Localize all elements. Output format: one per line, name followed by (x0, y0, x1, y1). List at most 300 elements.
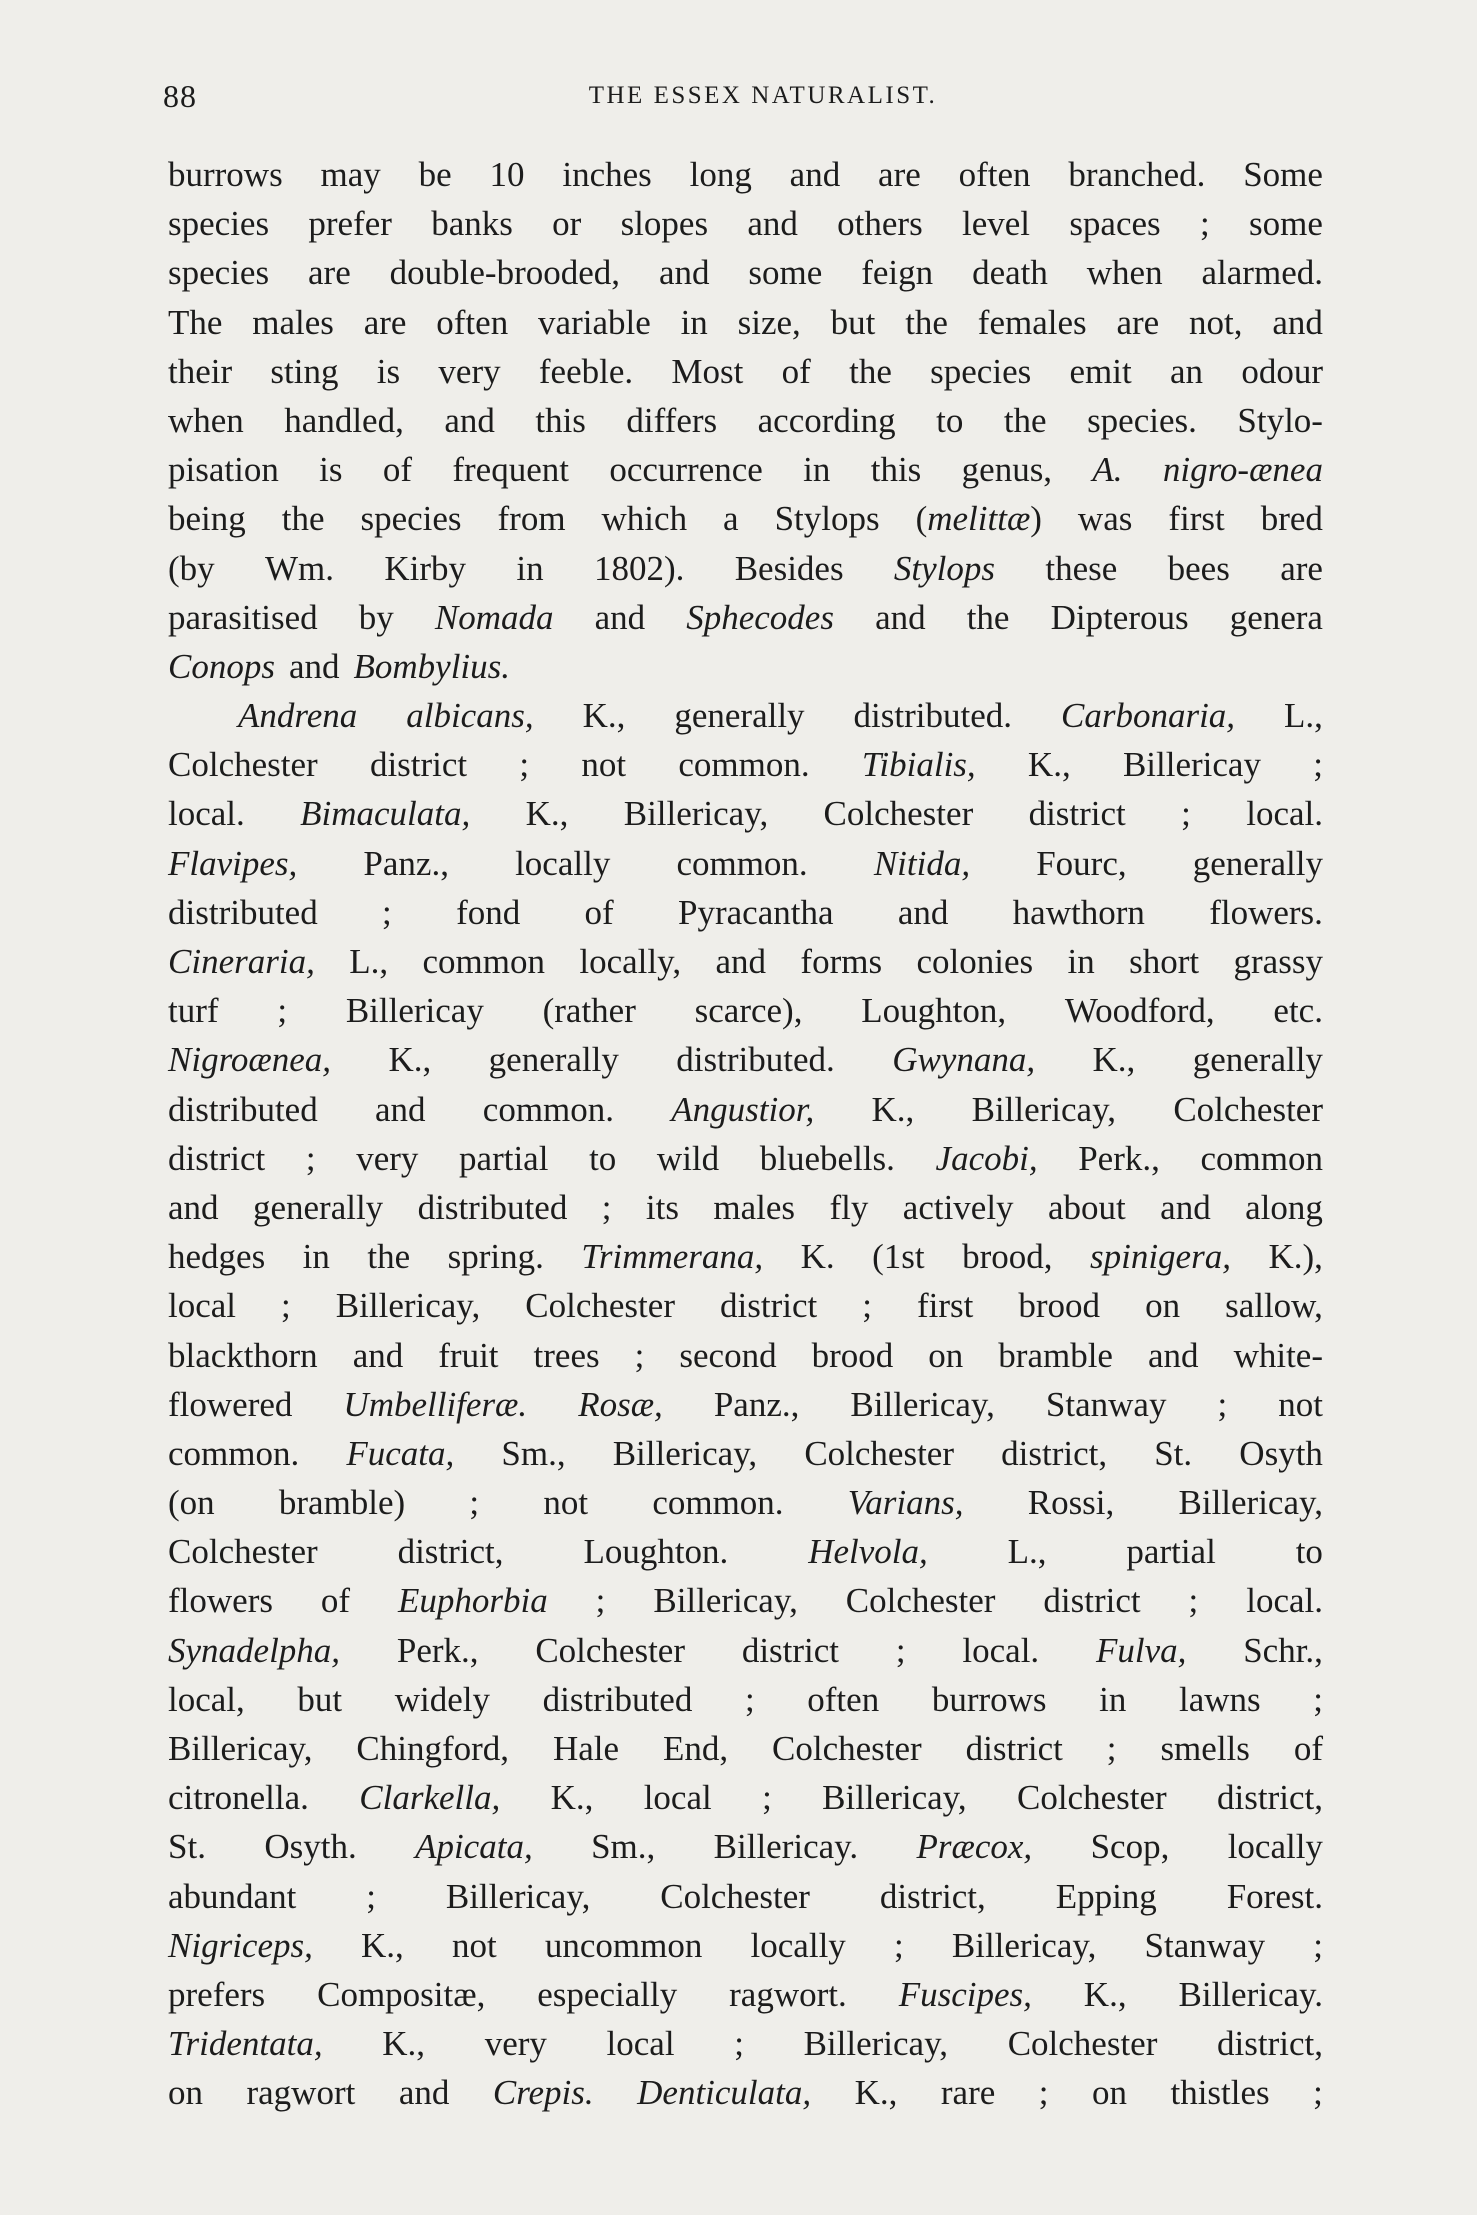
journal-title: THE ESSEX NATURALIST. (588, 82, 938, 109)
word: Crepis. (492, 2073, 594, 2113)
word: Panz., (363, 843, 449, 883)
word: being (168, 499, 246, 539)
word: hawthorn (1012, 892, 1145, 932)
word: bramble (998, 1335, 1113, 1375)
word: district, (1001, 1433, 1108, 1473)
word: very (438, 351, 501, 391)
word: of (1293, 1729, 1323, 1768)
word: Compositæ, (317, 1974, 486, 2014)
word: Gwynana, (892, 1040, 1036, 1080)
word: Angustior, (671, 1089, 815, 1129)
word: district, (1217, 1778, 1323, 1818)
word: Bombylius. (353, 646, 511, 686)
word: these (1045, 548, 1118, 588)
word: not, (1189, 302, 1243, 342)
page-number: 88 (163, 78, 197, 114)
word: species. (1087, 400, 1197, 440)
word: Rossi, (1027, 1483, 1115, 1523)
word: but (830, 302, 876, 342)
word: citronella. (168, 1778, 309, 1818)
word: Billericay, (803, 2024, 949, 2064)
word: along (1245, 1187, 1323, 1227)
word: Nigriceps, (168, 1925, 313, 1965)
word: Epping (1055, 1876, 1157, 1916)
word: local. (1246, 794, 1323, 834)
word: scarce), (694, 991, 803, 1031)
word: Præcox, (916, 1827, 1033, 1867)
text-line (168, 1331, 1323, 1380)
text-line (168, 789, 1323, 838)
text-line (168, 1921, 1323, 1970)
word: the (1003, 400, 1047, 440)
word: first (1168, 499, 1225, 539)
word: not (1278, 1384, 1323, 1424)
word: Nigroænea, (168, 1040, 332, 1080)
word: ; (1313, 1679, 1323, 1719)
word: feign (861, 253, 934, 293)
word: species (168, 253, 270, 293)
word: Besides (734, 548, 844, 588)
word: branched. (1068, 155, 1206, 194)
word: in (516, 548, 544, 588)
word: local (606, 2024, 675, 2064)
word: not (581, 745, 627, 785)
word: differs (626, 400, 718, 440)
word: End, (662, 1729, 729, 1768)
word: distributed (168, 892, 318, 932)
word: flowered (168, 1384, 293, 1424)
word: ragwort. (729, 1974, 847, 2014)
word: burrows (931, 1679, 1047, 1719)
text-line (168, 1429, 1323, 1478)
word: district (168, 1138, 266, 1178)
word: Loughton, (861, 991, 1007, 1031)
word: Umbelliferæ. (343, 1384, 528, 1424)
word: local (643, 1778, 712, 1818)
body-text (168, 150, 1323, 2118)
word: Billericay, (971, 1089, 1117, 1129)
word: females (977, 302, 1087, 342)
word: by (358, 597, 394, 637)
word: sallow, (1225, 1286, 1323, 1326)
word: Billericay, (445, 1876, 591, 1916)
word: Wm. (265, 548, 335, 588)
word: thistles (1170, 2073, 1270, 2113)
word: and (352, 1335, 404, 1375)
word: distributed (542, 1679, 693, 1719)
word: of (584, 892, 614, 932)
word: which (601, 499, 688, 539)
word: Schr., (1243, 1630, 1323, 1670)
word: ; (469, 1483, 480, 1523)
word: Nitida, (873, 843, 971, 883)
word: locally (1227, 1827, 1323, 1867)
word: Synadelpha, (168, 1630, 341, 1670)
word: colonies (916, 942, 1034, 981)
text-line (168, 396, 1323, 445)
word: generally (1192, 1040, 1323, 1080)
word: Billericay, (653, 1581, 798, 1621)
word: K., (388, 1040, 432, 1080)
word: and (168, 1187, 219, 1227)
word: a (723, 499, 739, 539)
text-line (168, 691, 1323, 740)
word: (1st (872, 1237, 925, 1277)
word: some (1248, 204, 1323, 244)
word: Dipterous (1050, 597, 1189, 637)
word: Billericay. (713, 1827, 859, 1867)
word: flowers. (1209, 892, 1323, 932)
word: and (594, 597, 646, 637)
word: Denticulata, (637, 2073, 812, 2113)
word: and (1148, 1335, 1199, 1375)
word: Billericay, (335, 1286, 481, 1326)
word: species (168, 204, 270, 244)
word: often (807, 1679, 880, 1719)
word: pisation (168, 450, 279, 490)
word: common (422, 942, 545, 981)
word: 10 (489, 155, 525, 194)
word: bramble) (278, 1483, 406, 1523)
word: Billericay (345, 991, 484, 1031)
word: common (1200, 1138, 1323, 1178)
word: and (658, 253, 710, 293)
text-line (168, 1724, 1323, 1773)
word: banks (431, 204, 513, 244)
word: Perk., (396, 1630, 479, 1670)
word: to (589, 1138, 617, 1178)
word: ; (744, 1679, 755, 1719)
text-line (168, 986, 1323, 1035)
word: Billericay (1122, 745, 1261, 785)
text-line (168, 2068, 1323, 2117)
word: albicans, (406, 696, 534, 736)
word: district (965, 1729, 1063, 1768)
word: when (168, 400, 244, 440)
word: Forest. (1226, 1876, 1323, 1916)
word: K.), (1268, 1237, 1323, 1277)
word: ; (601, 1187, 612, 1227)
word: (melittæ) (915, 499, 1042, 539)
word: Nomada (434, 597, 554, 637)
word: is (376, 351, 401, 391)
word: Colchester (660, 1876, 810, 1916)
word: its (645, 1187, 679, 1227)
word: white- (1233, 1335, 1323, 1375)
word: flowers (168, 1581, 273, 1621)
word: Fuscipes, (898, 1974, 1032, 2014)
word: and (715, 942, 767, 981)
word: Clarkella, (359, 1778, 501, 1818)
text-line (168, 1773, 1323, 1822)
word: especially (537, 1974, 678, 2014)
text-line (168, 347, 1323, 396)
word: Colchester (525, 1286, 675, 1326)
word: Euphorbia (398, 1581, 548, 1621)
word: Billericay, (612, 1433, 758, 1473)
word: Helvola, (808, 1532, 928, 1572)
word: and (875, 597, 926, 637)
word: K., (550, 1778, 594, 1818)
word: Trimmerana, (581, 1237, 764, 1277)
word: on (1145, 1286, 1181, 1326)
word: district, (1217, 2024, 1323, 2064)
word: not (451, 1925, 497, 1965)
word: are (363, 302, 407, 342)
word: brood, (962, 1237, 1053, 1277)
word: ; (281, 1286, 291, 1326)
word: K., (871, 1089, 915, 1129)
word: Flavipes, (168, 843, 298, 883)
word: ; (762, 1778, 772, 1818)
word: Billericay, (168, 1729, 313, 1768)
word: Chingford, (356, 1729, 510, 1768)
word: slopes (620, 204, 709, 244)
text-line (168, 1970, 1323, 2019)
word: are (878, 155, 921, 194)
word: Carbonaria, (1061, 696, 1236, 736)
word: district (1043, 1581, 1141, 1621)
word: of (781, 351, 811, 391)
word: K., (1083, 1974, 1127, 2014)
word: K., (525, 794, 569, 834)
word: Colchester (845, 1581, 996, 1621)
word: often (436, 302, 509, 342)
word: others (837, 204, 923, 244)
word: K., (582, 696, 626, 736)
word: Scop, (1090, 1827, 1170, 1867)
word: but (297, 1679, 343, 1719)
word: actively (902, 1187, 1014, 1227)
word: parasitised (168, 597, 318, 637)
word: and (789, 155, 841, 194)
text-line (168, 593, 1323, 642)
word: in (680, 302, 708, 342)
word: variable (538, 302, 651, 342)
word: district (1028, 794, 1126, 834)
word: local. (962, 1630, 1040, 1670)
word: ; (634, 1335, 645, 1375)
word: district, (397, 1532, 504, 1572)
word: local. (168, 794, 245, 834)
word: Panz., (713, 1384, 800, 1424)
word: locally, (579, 942, 682, 981)
word: Colchester (168, 1532, 318, 1572)
word: Kirby (384, 548, 467, 588)
word: first (916, 1286, 974, 1326)
word: Stylops (893, 548, 996, 588)
word: ; (862, 1286, 872, 1326)
word: ; (519, 745, 530, 785)
word: (rather (542, 991, 636, 1031)
word: second (679, 1335, 777, 1375)
word: Some (1243, 155, 1323, 194)
word: turf (168, 991, 219, 1031)
word: long (689, 155, 752, 194)
word: occurrence (609, 450, 763, 490)
text-line (168, 839, 1323, 888)
word: ; (895, 1630, 906, 1670)
word: of (320, 1581, 351, 1621)
text-line (168, 544, 1323, 593)
text-line (168, 1183, 1323, 1232)
word: the (966, 597, 1010, 637)
word: bluebells. (759, 1138, 895, 1178)
word: Apicata, (415, 1827, 533, 1867)
word: K., (361, 1925, 404, 1965)
word: hedges (168, 1237, 266, 1277)
word: ; (595, 1581, 606, 1621)
word: ; (305, 1138, 316, 1178)
word: distributed. (853, 696, 1013, 736)
text-line (168, 888, 1323, 937)
word: males (713, 1187, 796, 1227)
text-line (168, 248, 1323, 297)
word: Fucata, (346, 1433, 455, 1473)
word: ; (1313, 1925, 1323, 1965)
word: Colchester (1007, 2024, 1158, 2064)
word: the (905, 302, 948, 342)
word: St. (1154, 1433, 1193, 1473)
word: abundant (168, 1876, 297, 1916)
word: ; (1199, 204, 1210, 244)
word: on (928, 1335, 964, 1375)
word: Billericay, (850, 1384, 995, 1424)
word: and (897, 892, 949, 932)
word: Pyracantha (678, 892, 834, 932)
word: Andrena (238, 696, 358, 736)
text-line (168, 494, 1323, 543)
text-line (168, 2019, 1323, 2068)
word: prefers (168, 1974, 266, 2014)
word: trees (533, 1335, 600, 1375)
word: common. (678, 745, 810, 785)
word: ; (893, 1925, 904, 1965)
word: sting (270, 351, 339, 391)
word: in (803, 450, 831, 490)
text-line (168, 1134, 1323, 1183)
word: Billericay. (1178, 1974, 1323, 2014)
word: Fourc, (1036, 843, 1127, 883)
text-line (168, 1576, 1323, 1625)
text-line (168, 445, 1323, 494)
word: district (741, 1630, 840, 1670)
word: (on (168, 1483, 215, 1523)
word: ; (277, 991, 288, 1031)
word: ; (1038, 2073, 1049, 2113)
word: rare (940, 2073, 996, 2113)
word: burrows (168, 155, 283, 194)
word: feeble. (538, 351, 634, 391)
word: district (369, 745, 468, 785)
word: Jacobi, (935, 1138, 1038, 1178)
word: or (552, 204, 582, 244)
word: this (870, 450, 922, 490)
word: brood (811, 1335, 894, 1375)
word: ; (734, 2024, 744, 2064)
word: ; (366, 1876, 376, 1916)
word: are (308, 253, 351, 293)
word: from (497, 499, 566, 539)
text-line (168, 1822, 1323, 1871)
word: partial (1126, 1532, 1216, 1572)
word: The (168, 302, 223, 342)
word: ; (1313, 745, 1323, 785)
word: Sm., (501, 1433, 566, 1473)
word: some (748, 253, 823, 293)
word: is (319, 450, 343, 490)
word: Colchester (1173, 1089, 1323, 1129)
word: ; (1313, 2073, 1323, 2113)
word: spaces (1069, 204, 1161, 244)
word: be (418, 155, 452, 194)
word: in (302, 1237, 330, 1277)
word: K., (1027, 745, 1071, 785)
word: K., (382, 2024, 426, 2064)
text-line (168, 1478, 1323, 1527)
word: species (930, 351, 1032, 391)
word: L., (1284, 696, 1323, 736)
word: this (535, 400, 586, 440)
word: very (356, 1138, 419, 1178)
word: K., (1092, 1040, 1136, 1080)
word: Most (671, 351, 744, 391)
word: about (1047, 1187, 1126, 1227)
text-line (168, 298, 1323, 347)
word: St. (168, 1827, 206, 1867)
word: brood (1018, 1286, 1101, 1326)
text-line (168, 1626, 1323, 1675)
word: was (1077, 499, 1133, 539)
word: fruit (438, 1335, 499, 1375)
word: local, (168, 1679, 245, 1719)
word: locally (515, 843, 611, 883)
word: Billericay, (623, 794, 769, 834)
text-line (168, 1527, 1323, 1576)
word: Woodford, (1064, 991, 1215, 1031)
word: genera (1229, 597, 1323, 637)
word: and (444, 400, 495, 440)
word: Conops (168, 646, 275, 686)
word: level (962, 204, 1031, 244)
word: Stanway (1144, 1925, 1266, 1965)
word: common. (676, 843, 808, 883)
word: of (382, 450, 413, 490)
word: spinigera, (1089, 1237, 1231, 1277)
word: are (1116, 302, 1160, 342)
word: fond (456, 892, 521, 932)
word: odour (1241, 351, 1323, 391)
text-line (168, 1035, 1323, 1084)
word: distributed (168, 1089, 318, 1129)
word: Tibialis, (861, 745, 976, 785)
word: lawns (1178, 1679, 1261, 1719)
word: double-brooded, (389, 253, 621, 293)
word: are (1280, 548, 1323, 588)
word: bees (1167, 548, 1230, 588)
word: Billericay, (1178, 1483, 1323, 1523)
word: etc. (1273, 991, 1323, 1031)
word: inches (562, 155, 652, 194)
word: local (168, 1286, 237, 1326)
word: to (936, 400, 964, 440)
word: genus, (961, 450, 1053, 490)
word: distributed (417, 1187, 568, 1227)
word: blackthorn (168, 1335, 318, 1375)
word: short (1129, 942, 1200, 981)
word: to (1295, 1532, 1323, 1572)
word: the (849, 351, 892, 391)
